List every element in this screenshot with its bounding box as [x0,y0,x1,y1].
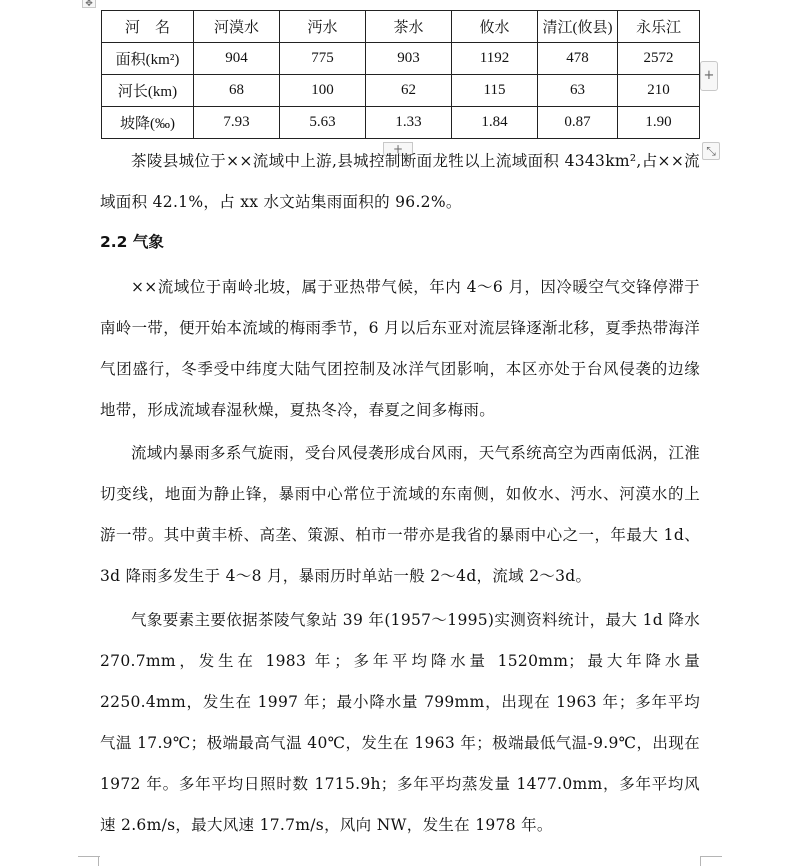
table-cell: 210 [618,75,700,107]
table-cell: 63 [538,75,618,107]
header-cell: 茶水 [366,11,452,43]
table-cell: 62 [366,75,452,107]
plus-icon: + [703,68,715,83]
table-row-slope [102,107,700,139]
paragraph-meteorology: 气象要素主要依据茶陵气象站 39 年(1957～1995)实测资料统计，最大 1d 降水 270.7mm，发生在 1983 年；多年平均降水量 1520mm；最大年降水量 2250.4mm，发生在 1997 年；最小降水量 799mm，出现在 1963 年；多年平均气温 17.9℃；极端最高气温 40℃，发生在 1963 年；极端最低气温-9.9℃，出现在 1972 年。多年平均日照时数 1715.9h；多年平均蒸发量 1477.0mm，多年平均风速 2.6m/s，最大风速 17.7m/s，风向 NW，发生在 1978 年。 [100,611,700,834]
river-table [101,10,700,139]
plus-icon: + [392,142,404,156]
table-cell: 1192 [452,43,538,75]
header-cell: 河 名 [102,11,194,43]
table-cell: 903 [366,43,452,75]
header-cell: 沔水 [280,11,366,43]
table-resize-handle[interactable] [702,142,720,160]
row-label: 河长(km) [102,75,194,107]
row-label: 坡降(‰) [102,107,194,139]
section-heading: 2.2 气象 [100,233,164,251]
header-cell: 永乐江 [618,11,700,43]
table-cell: 115 [452,75,538,107]
river-table-wrapper [101,10,699,139]
page-corner-mark [700,856,709,866]
table-cell: 775 [280,43,366,75]
resize-icon: ⤡ [706,144,716,158]
add-column-button[interactable] [700,61,718,91]
page-corner-mark [98,856,107,866]
paragraph-rainstorm: 流域内暴雨多系气旋雨，受台风侵袭形成台风雨，天气系统高空为西南低涡，江淮切变线，地面为静止锋，暴雨中心常位于流域的东南侧，如攸水、沔水、河漠水的上游一带。其中黄丰桥、高垄、策源、柏市一带亦是我省的暴雨中心之一，年最大 1d、3d 降雨多发生于 4～8 月，暴雨历时单站一般 2～4d，流域 2～3d。 [100,444,700,585]
table-row-area [102,43,700,75]
header-cell: 清江(攸县) [538,11,618,43]
header-cell: 攸水 [452,11,538,43]
table-cell: 1.33 [366,107,452,139]
table-cell: 5.63 [280,107,366,139]
table-move-handle[interactable] [82,0,96,8]
paragraph-catchment: 茶陵县城位于××流域中上游,县城控制断面龙牲以上流域面积 4343km²,占××流域面积 42.1%，占 xx 水文站集雨面积的 96.2%。 [100,152,700,211]
row-label: 面积(km²) [102,43,194,75]
table-cell: 7.93 [194,107,280,139]
table-cell: 2572 [618,43,700,75]
table-cell: 100 [280,75,366,107]
move-icon: ✥ [85,0,93,9]
paragraph-climate: ××流域位于南岭北坡，属于亚热带气候，年内 4～6 月，因冷暖空气交锋停滞于南岭一带，便开始本流域的梅雨季节，6 月以后东亚对流层锋逐渐北移，夏季热带海洋气团盛行，冬季受中纬度大陆气团控制及冰洋气团影响，本区亦处于台风侵袭的边缘地带，形成流域春湿秋燥，夏热冬冷，春夏之间多梅雨。 [100,278,700,419]
page-corner-mark [78,856,100,865]
table-cell: 0.87 [538,107,618,139]
table-cell: 1.84 [452,107,538,139]
table-cell: 1.90 [618,107,700,139]
table-row-length [102,75,700,107]
table-cell: 904 [194,43,280,75]
table-cell: 478 [538,43,618,75]
table-header-row [102,11,700,43]
table-cell: 68 [194,75,280,107]
header-cell: 河漠水 [194,11,280,43]
